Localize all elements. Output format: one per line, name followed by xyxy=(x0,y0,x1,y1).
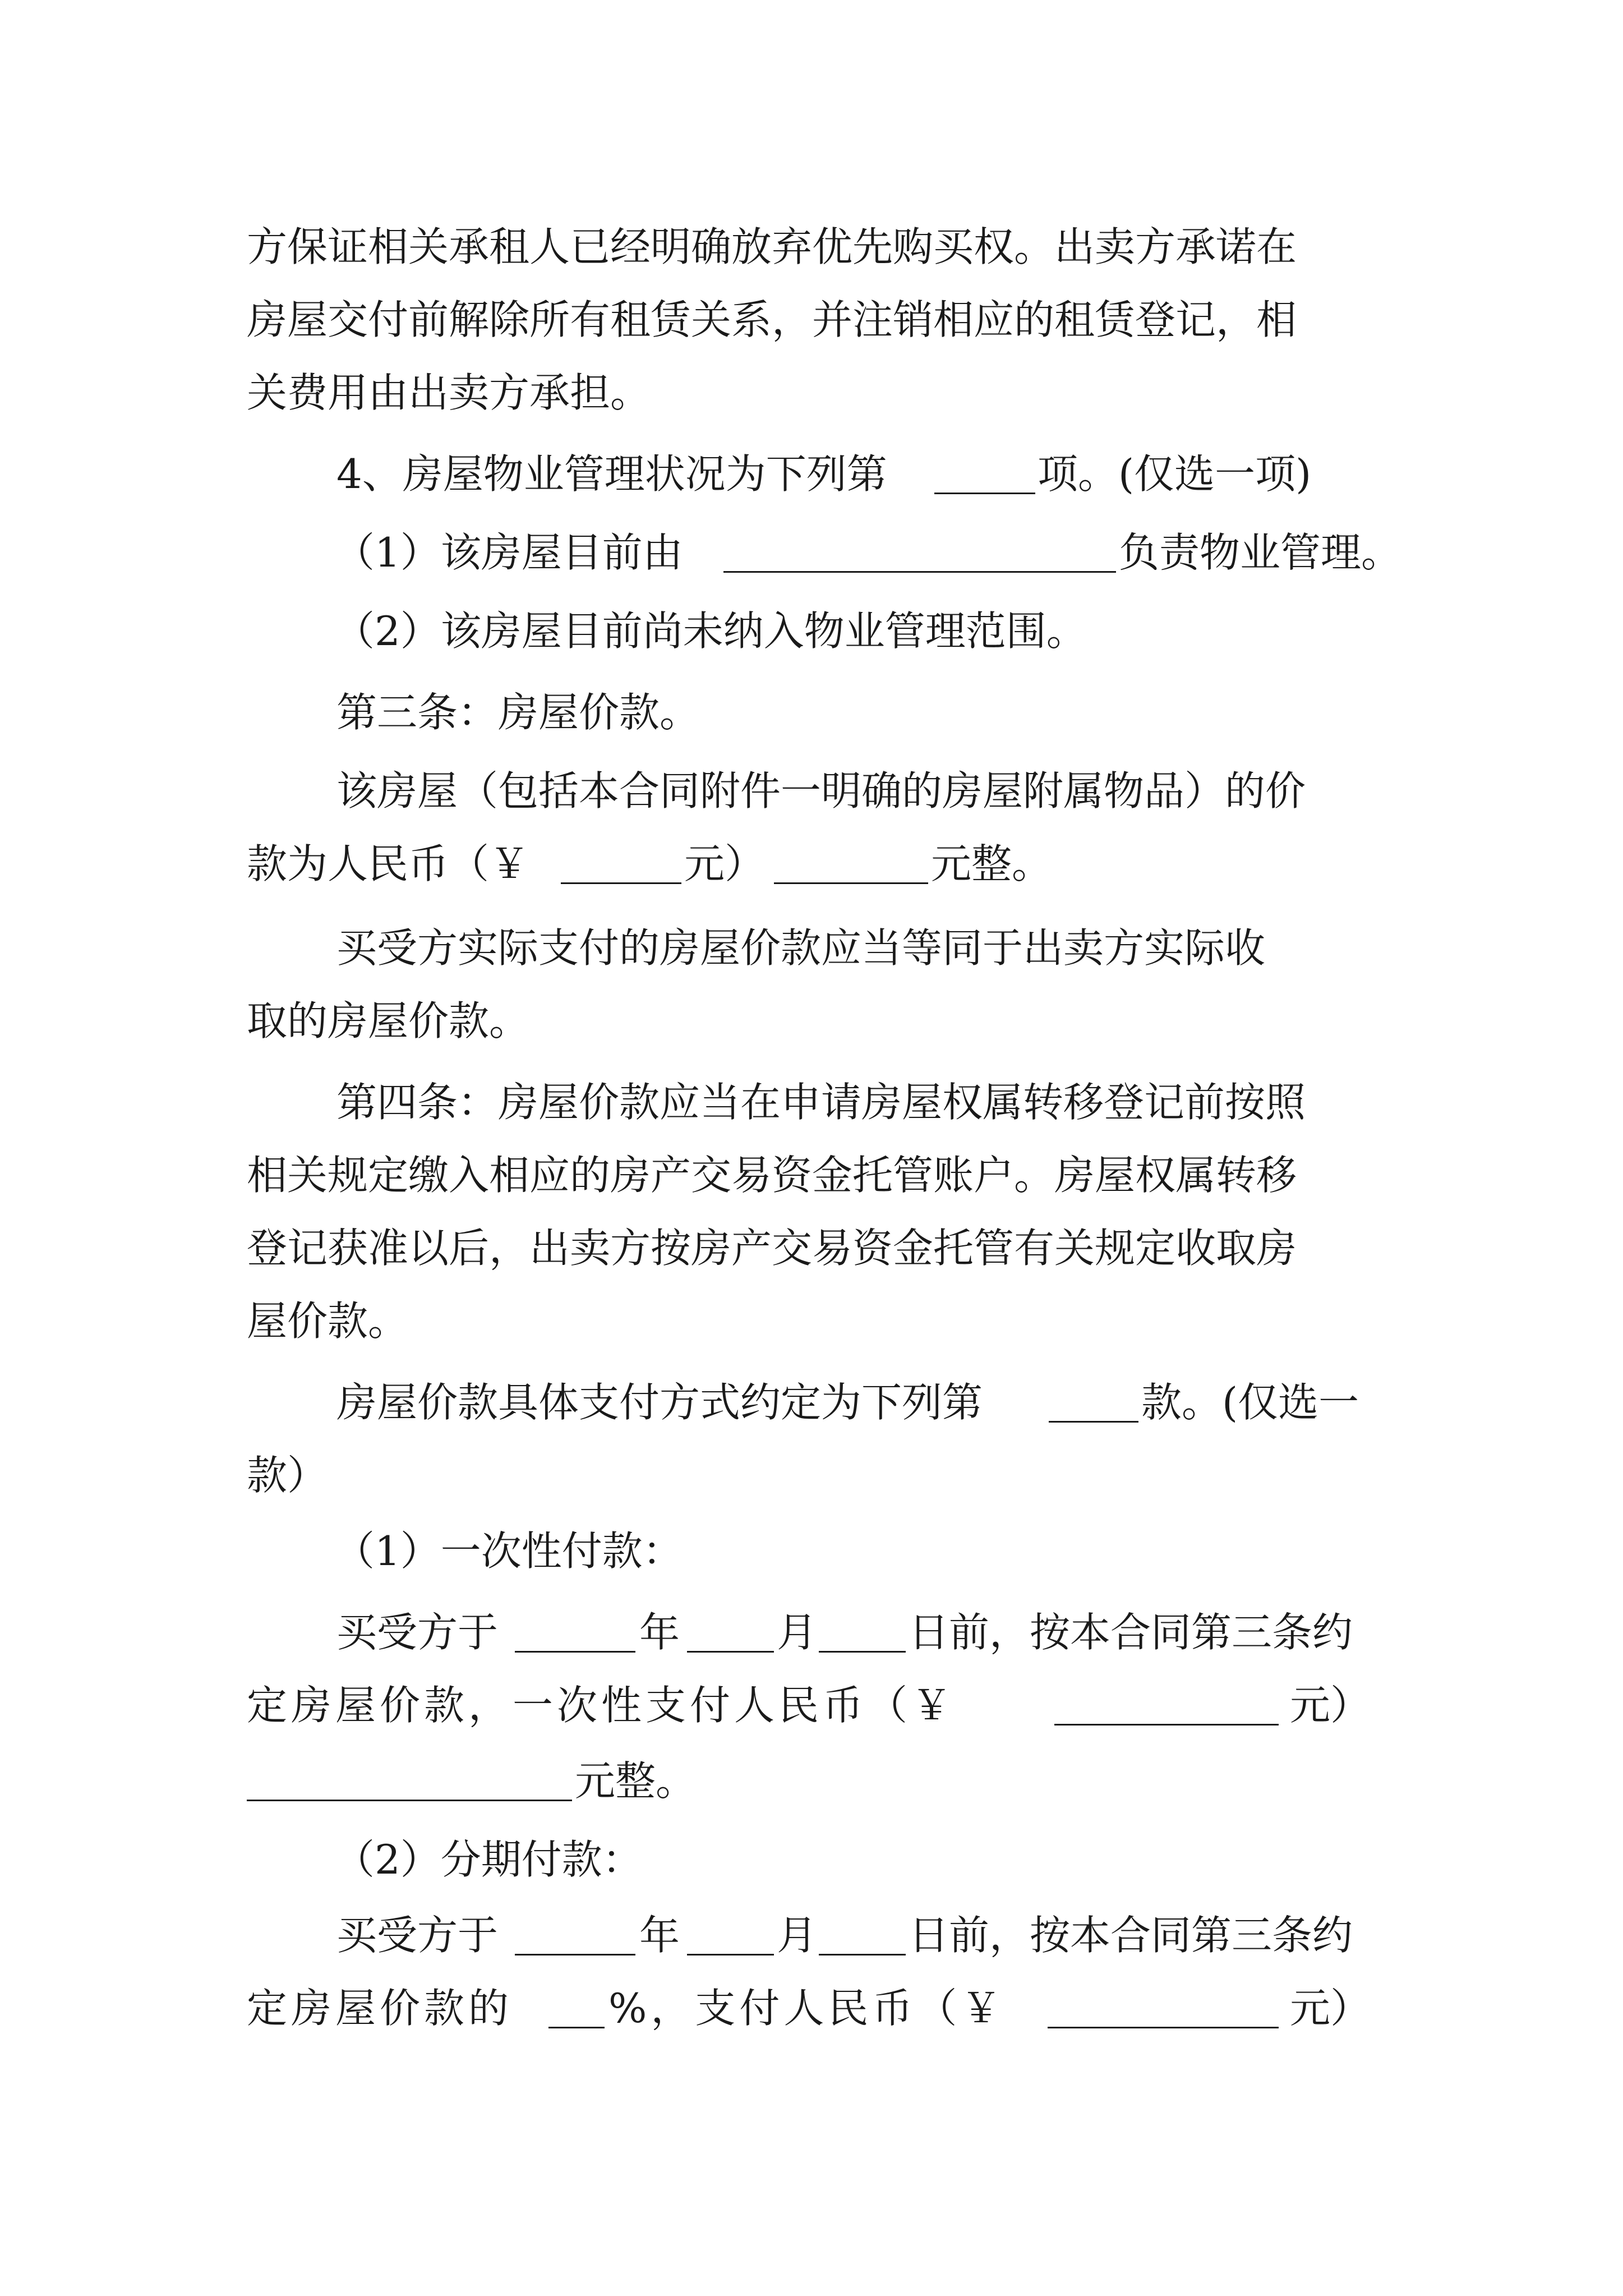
fill-in-blank[interactable] xyxy=(1049,1421,1138,1423)
text-line xyxy=(0,205,1623,289)
text-line xyxy=(0,1663,1623,1747)
article-heading: 第四条：房屋价款应当在申请房屋权属转移登记前按照 xyxy=(336,1079,1306,1126)
article-heading: 第三条：房屋价款。 xyxy=(336,689,700,736)
paragraph-text: 方保证相关承租人已经明确放弃优先购买权。出卖方承诺在 xyxy=(247,223,1297,270)
text-line xyxy=(0,278,1623,362)
fill-in-blank[interactable] xyxy=(1054,1724,1279,1726)
paragraph-text: 元） xyxy=(684,840,766,887)
paragraph-text: 年 xyxy=(639,1912,680,1959)
paragraph-text: 买受方于 xyxy=(336,1912,499,1959)
paragraph-text: 元） xyxy=(1290,1985,1371,2032)
text-line xyxy=(0,906,1623,990)
option-text: 负责物业管理。 xyxy=(1119,529,1402,576)
paragraph-text: 款。(仅选一 xyxy=(1141,1379,1359,1426)
paragraph-text: 年 xyxy=(639,1609,680,1656)
paragraph-text: 月 xyxy=(777,1912,818,1959)
fill-in-blank[interactable] xyxy=(1048,2027,1279,2028)
paragraph-text: 月 xyxy=(777,1609,818,1656)
fill-in-blank[interactable] xyxy=(687,1954,774,1955)
fill-in-blank[interactable] xyxy=(561,882,681,884)
text-line xyxy=(0,432,1623,516)
fill-in-blank[interactable] xyxy=(515,1954,635,1955)
clause-text: 4、房屋物业管理状况为下列第 xyxy=(336,450,887,498)
paragraph-text: 款为人民币（￥ xyxy=(247,840,530,887)
text-line xyxy=(0,1966,1623,2050)
paragraph-text: 买受方实际支付的房屋价款应当等同于出卖方实际收 xyxy=(336,924,1266,972)
paragraph-text: 该房屋（包括本合同附件一明确的房屋附属物品）的价 xyxy=(336,767,1306,815)
text-line xyxy=(0,1133,1623,1217)
paragraph-text: 款） xyxy=(247,1452,328,1499)
option-text: （1）该房屋目前由 xyxy=(334,529,683,576)
text-line xyxy=(0,670,1623,754)
fill-in-blank[interactable] xyxy=(687,1651,774,1653)
paragraph-text: 屋价款。 xyxy=(247,1297,409,1345)
option-text: （2）分期付款： xyxy=(334,1836,643,1883)
paragraph-text: 房屋价款具体支付方式约定为下列第 xyxy=(336,1379,983,1426)
fill-in-blank[interactable] xyxy=(934,493,1035,494)
clause-text: 项。(仅选一项) xyxy=(1038,450,1312,498)
fill-in-blank[interactable] xyxy=(774,882,928,884)
text-line xyxy=(0,1590,1623,1674)
paragraph-text: 登记获准以后，出卖方按房产交易资金托管有关规定收取房 xyxy=(247,1225,1297,1272)
text-line xyxy=(0,1060,1623,1144)
paragraph-text: 买受方于 xyxy=(336,1609,499,1656)
text-line xyxy=(0,1433,1623,1517)
paragraph-text: 定房屋价款的 xyxy=(247,1985,513,2032)
option-text: （2）该房屋目前尚未纳入物业管理范围。 xyxy=(334,608,1087,655)
fill-in-blank[interactable] xyxy=(515,1651,635,1653)
paragraph-text: 元） xyxy=(1290,1682,1371,1729)
paragraph-text: 元整。 xyxy=(931,840,1053,887)
fill-in-blank[interactable] xyxy=(723,571,1116,573)
paragraph-text: 元整。 xyxy=(575,1757,697,1805)
fill-in-blank[interactable] xyxy=(247,1800,572,1801)
paragraph-text: 关费用由出卖方承担。 xyxy=(247,369,651,416)
text-line xyxy=(0,1360,1623,1444)
paragraph-text: 房屋交付前解除所有租赁关系，并注销相应的租赁登记，相 xyxy=(247,296,1297,343)
text-line xyxy=(0,1509,1623,1593)
text-line xyxy=(0,1206,1623,1290)
text-line xyxy=(0,351,1623,435)
fill-in-blank[interactable] xyxy=(548,2027,605,2028)
text-line xyxy=(0,1893,1623,1977)
text-line xyxy=(0,589,1623,673)
text-line xyxy=(0,510,1623,595)
fill-in-blank[interactable] xyxy=(819,1651,906,1653)
paragraph-text: %，支付人民币（￥ xyxy=(608,1985,1006,2032)
text-line xyxy=(0,822,1623,906)
text-line xyxy=(0,1279,1623,1363)
paragraph-text: 定房屋价款，一次性支付人民币（￥ xyxy=(247,1682,956,1729)
text-line xyxy=(0,749,1623,833)
text-line xyxy=(0,979,1623,1063)
option-text: （1）一次性付款： xyxy=(334,1527,683,1575)
paragraph-text: 相关规定缴入相应的房产交易资金托管账户。房屋权属转移 xyxy=(247,1152,1297,1199)
paragraph-text: 取的房屋价款。 xyxy=(247,997,530,1045)
fill-in-blank[interactable] xyxy=(819,1954,906,1955)
paragraph-text: 日前，按本合同第三条约 xyxy=(909,1912,1353,1959)
text-line xyxy=(0,1818,1623,1902)
paragraph-text: 日前，按本合同第三条约 xyxy=(909,1609,1353,1656)
text-line xyxy=(0,1739,1623,1823)
